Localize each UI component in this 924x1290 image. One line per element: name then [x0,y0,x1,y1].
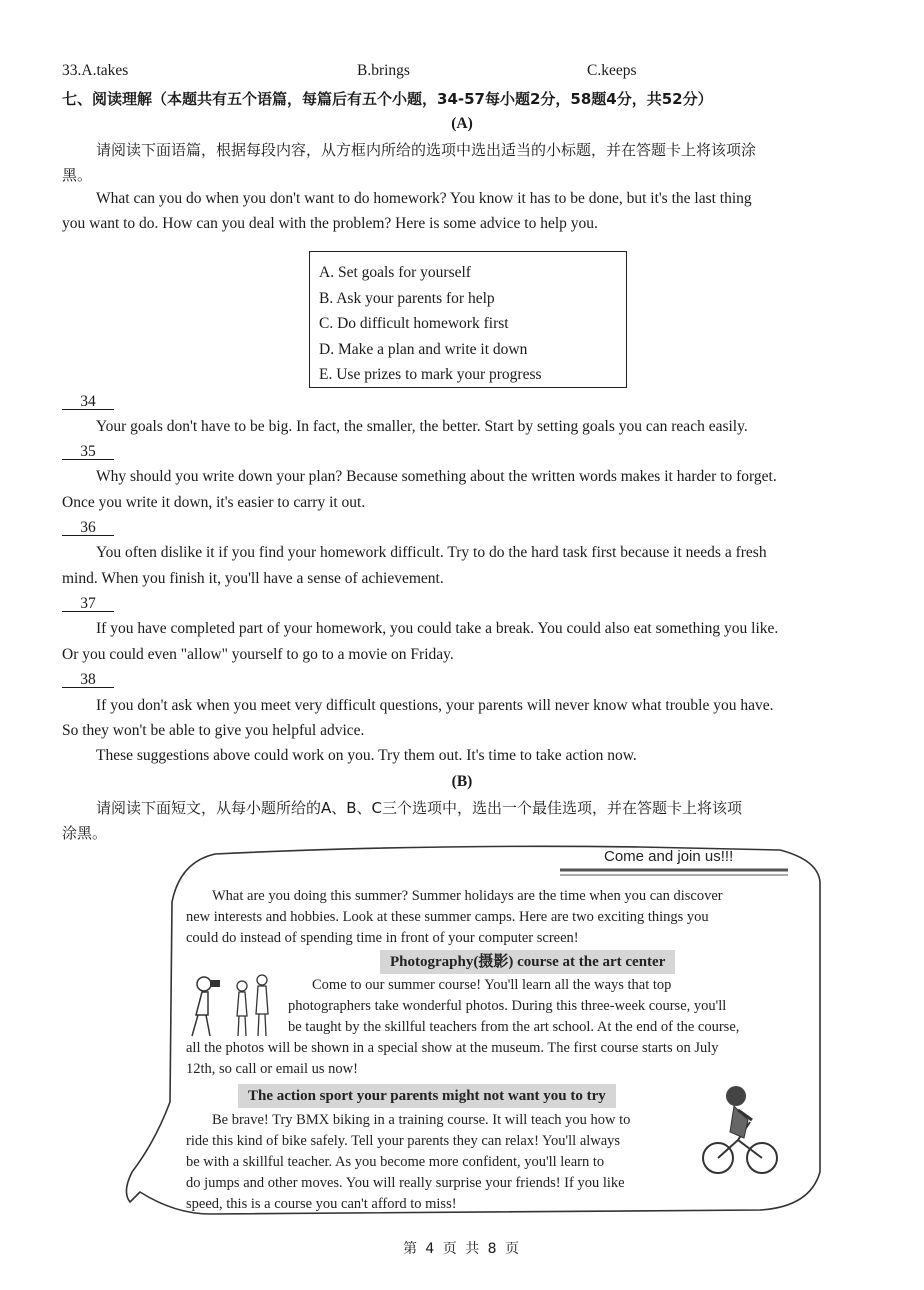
answer-blank-37[interactable]: 37 [62,597,114,612]
bmx-text-5: speed, this is a course you can't afford to miss! [186,1196,457,1212]
poster-title: Come and join us!!! [604,848,734,865]
option-d: D. Make a plan and write it down [319,340,528,358]
paragraph-36-cont: mind. When you finish it, you'll have a sense of achievement. [62,570,444,587]
page-number: 第 4 页 共 8 页 [402,1241,522,1257]
heading-options-box [309,251,627,388]
paragraph-38: If you don't ask when you meet very difficult questions, your parents will never know what trouble you have. [96,697,774,714]
answer-blank-35[interactable]: 35 [62,445,114,460]
part-a-instruction-cont: 黑。 [62,166,93,184]
answer-blank-38[interactable]: 38 [62,673,114,688]
part-b-label: (B) [451,773,473,790]
photo-text-2: photographers take wonderful photos. During this three-week course, you'll [288,998,727,1014]
part-a-intro-cont: you want to do. How can you deal with the problem? Here is some advice to help you. [62,215,598,232]
q33-option-a: 33.A.takes [62,62,129,79]
photography-banner: Photography(摄影) course at the art center [380,950,675,974]
part-a-label: (A) [451,115,473,132]
photo-text-4: all the photos will be shown in a special show at the museum. The first course starts on July [186,1040,719,1056]
q33-option-c: C.keeps [587,62,637,79]
paragraph-37: If you have completed part of your homework, you could take a break. You could also eat something you like. [96,620,779,637]
paragraph-36: You often dislike it if you find your homework difficult. Try to do the hard task first because it needs a fresh [96,544,767,561]
bmx-rider-illustration [700,1080,780,1180]
bmx-banner: The action sport your parents might not want you to try [238,1084,616,1108]
answer-blank-34[interactable]: 34 [62,395,114,410]
paragraph-37-cont: Or you could even "allow" yourself to go to a movie on Friday. [62,646,454,663]
poster-intro-2: new interests and hobbies. Look at these summer camps. Here are two exciting things you [186,909,709,925]
paragraph-35-cont: Once you write it down, it's easier to carry it out. [62,494,366,511]
summer-camp-poster [120,842,825,1227]
photographer-illustration [182,970,277,1038]
part-a-instruction: 请阅读下面语篇，根据每段内容，从方框内所给的选项中选出适当的小标题，并在答题卡上将该项涂 [96,141,757,159]
q33-option-b: B.brings [357,62,410,79]
part-a-intro: What can you do when you don't want to do homework? You know it has to be done, but it's the last thing [96,190,752,207]
option-b: B. Ask your parents for help [319,289,495,307]
part-b-instruction-cont: 涂黑。 [62,824,108,842]
bmx-text-2: ride this kind of bike safely. Tell your parents they can relax! You'll always [186,1133,621,1149]
part-b-instruction: 请阅读下面短文，从每小题所给的A、B、C三个选项中，选出一个最佳选项，并在答题卡上将该项 [96,799,743,817]
paragraph-38-cont: So they won't be able to give you helpful advice. [62,722,365,739]
photo-text-1: Come to our summer course! You'll learn all the ways that top [312,977,672,993]
paragraph-34: Your goals don't have to be big. In fact, the smaller, the better. Start by setting goals you can reach easily. [96,418,748,435]
section7-heading: 七、阅读理解（本题共有五个语篇，每篇后有五个小题，34-57每小题2分，58题4分，共52分） [62,90,713,108]
photo-text-3: be taught by the skillful teachers from the art school. At the end of the course, [288,1019,740,1035]
closing-paragraph: These suggestions above could work on you. Try them out. It's time to take action now. [96,747,637,764]
option-c: C. Do difficult homework first [319,315,509,332]
poster-intro-1: What are you doing this summer? Summer holidays are the time when you can discover [212,888,723,904]
bmx-text-1: Be brave! Try BMX biking in a training course. It will teach you how to [212,1112,631,1128]
option-a: A. Set goals for yourself [319,264,471,281]
answer-blank-36[interactable]: 36 [62,521,114,536]
bmx-text-4: do jumps and other moves. You will really surprise your friends! If you like [186,1175,625,1191]
poster-intro-3: could do instead of spending time in front of your computer screen! [186,930,579,946]
photo-text-5: 12th, so call or email us now! [186,1061,358,1077]
bmx-text-3: be with a skillful teacher. As you become more confident, you'll learn to [186,1154,605,1170]
paragraph-35: Why should you write down your plan? Because something about the written words makes it harder to forget. [96,468,777,485]
option-e: E. Use prizes to mark your progress [319,366,542,383]
